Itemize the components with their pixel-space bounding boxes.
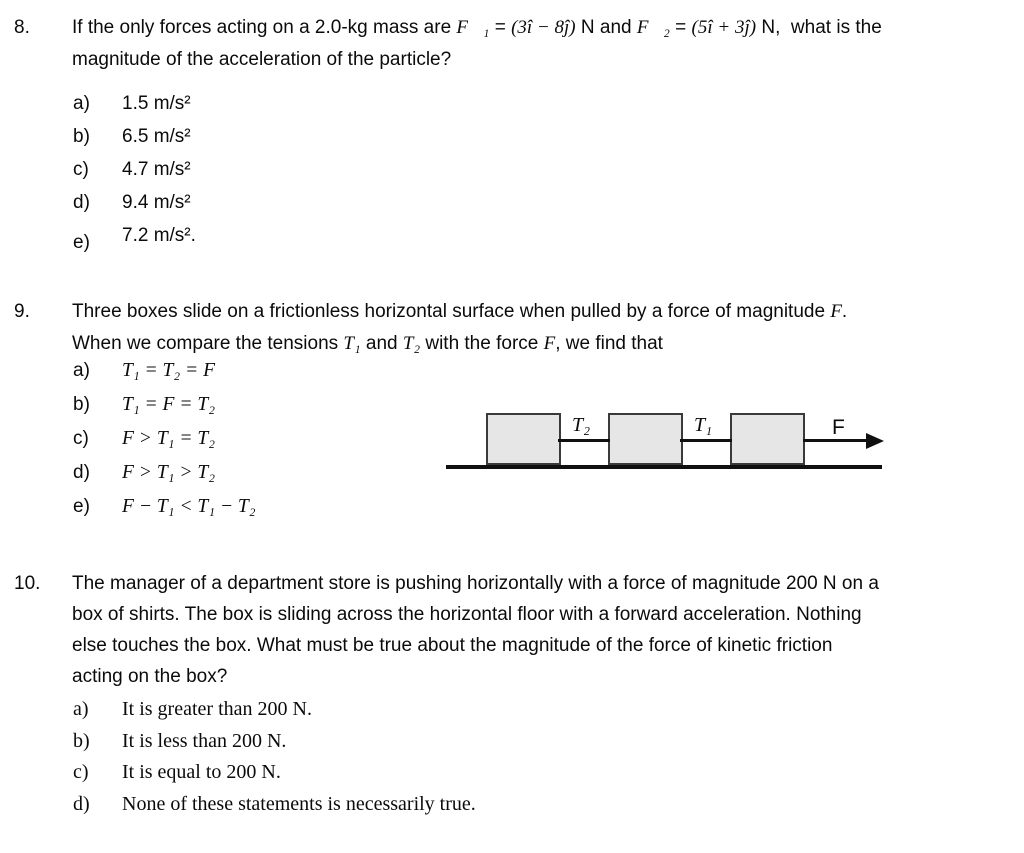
- option-text: It is greater than 200 N.: [122, 698, 312, 720]
- equals-sign: =: [489, 17, 512, 38]
- option-row: [72, 153, 1024, 186]
- diagram-label-t2: T₂: [572, 414, 591, 436]
- vector-f2-components: (5î + 3ĵ): [691, 17, 757, 38]
- option-letter: e): [73, 496, 90, 517]
- diagram-box-right: [730, 413, 805, 465]
- option-text: 6.5 m/s²: [122, 126, 191, 147]
- option-letter: b): [73, 394, 90, 415]
- option-text: 4.7 m/s²: [122, 159, 191, 180]
- question-8-stem-line-2: magnitude of the acceleration of the particle?: [72, 49, 452, 70]
- stem-text: N, what is the: [756, 17, 882, 38]
- vector-f1: F⃗₁: [456, 17, 490, 38]
- option-row: [72, 726, 1024, 758]
- tension-string-t1: [680, 439, 732, 442]
- option-text: None of these statements is necessarily true.: [122, 792, 476, 815]
- option-formula: F > T₁ = T₂: [122, 428, 215, 449]
- vector-f1-components: (3î − 8ĵ): [511, 17, 576, 38]
- stem-text: N and: [575, 17, 637, 38]
- option-letter: c): [73, 428, 89, 449]
- diagram-label-f: F: [832, 416, 845, 439]
- question-8-stem-line-1: [72, 12, 1024, 44]
- stem-text: Three boxes slide on a frictionless horizontal surface when pulled by a force of magnitude: [72, 301, 831, 322]
- option-letter: d): [73, 462, 90, 483]
- diagram-box-left: [486, 413, 561, 465]
- question-10-options: [72, 694, 1024, 820]
- option-row: [72, 219, 1024, 252]
- stem-text: with the force: [420, 333, 544, 354]
- force-arrow-line: [803, 439, 870, 442]
- question-8: [0, 12, 1024, 252]
- question-9-number: 9.: [14, 301, 30, 322]
- stem-text: and: [360, 333, 403, 354]
- tension-string-t2: [558, 439, 610, 442]
- option-text: 7.2 m/s².: [122, 225, 196, 246]
- option-letter: c): [73, 761, 89, 783]
- question-10: [0, 568, 1024, 820]
- option-letter: c): [73, 159, 89, 180]
- option-letter: b): [73, 126, 90, 147]
- option-letter: d): [73, 792, 90, 815]
- option-formula: T₁ = T₂ = F: [122, 360, 215, 381]
- option-row: [72, 694, 1024, 726]
- stem-text: .: [841, 301, 848, 322]
- force-symbol: F: [830, 301, 842, 322]
- option-formula: T₁ = F = T₂: [122, 394, 215, 415]
- question-10-stem-line-3: else touches the box. What must be true about the magnitude of the force of kinetic friction: [72, 635, 833, 656]
- force-arrow-head: [866, 433, 884, 449]
- option-text: 9.4 m/s²: [122, 192, 191, 213]
- option-row: [72, 490, 1024, 524]
- question-10-stem-line-2: box of shirts. The box is sliding across the horizontal floor with a forward acceleration. Nothing: [72, 604, 862, 625]
- option-letter: d): [73, 192, 90, 213]
- option-letter: b): [73, 729, 90, 752]
- diagram-label-t1: T₁: [694, 414, 713, 436]
- option-letter: e): [73, 232, 90, 253]
- stem-text: When we compare the tensions: [72, 333, 344, 354]
- option-letter: a): [73, 698, 89, 720]
- stem-text: , we find that: [555, 333, 663, 354]
- question-8-options: [72, 87, 1024, 252]
- question-10-body: [72, 568, 1024, 820]
- question-10-number: 10.: [14, 573, 41, 594]
- question-8-body: [72, 12, 1024, 252]
- tension-2-symbol: T₂: [402, 333, 421, 354]
- vector-f2: F⃗₂: [636, 17, 670, 38]
- option-formula: F − T₁ < T₁ − T₂: [122, 496, 256, 517]
- option-letter: a): [73, 360, 90, 381]
- stem-text: If the only forces acting on a 2.0-kg mass are: [72, 17, 457, 38]
- tension-1-symbol: T₁: [343, 333, 361, 354]
- three-boxes-diagram: [446, 408, 886, 472]
- equals-sign: =: [669, 17, 692, 38]
- option-row: [72, 789, 1024, 821]
- option-row: [72, 186, 1024, 219]
- option-letter: a): [73, 93, 90, 114]
- question-10-stem-line-1: The manager of a department store is pushing horizontally with a force of magnitude 200 N on a: [72, 573, 879, 594]
- option-text: It is equal to 200 N.: [122, 761, 281, 783]
- question-8-number: 8.: [14, 17, 30, 38]
- option-text: 1.5 m/s²: [122, 93, 191, 114]
- question-9-stem-line-1: [72, 296, 1024, 328]
- option-formula: F > T₁ > T₂: [122, 462, 215, 483]
- force-symbol: F: [543, 333, 556, 354]
- option-text: It is less than 200 N.: [122, 729, 287, 752]
- option-row: [72, 120, 1024, 153]
- diagram-box-middle: [608, 413, 683, 465]
- option-row: [72, 87, 1024, 120]
- floor-line: [446, 465, 882, 469]
- option-row: [72, 757, 1024, 789]
- question-10-stem-line-4: acting on the box?: [72, 666, 228, 687]
